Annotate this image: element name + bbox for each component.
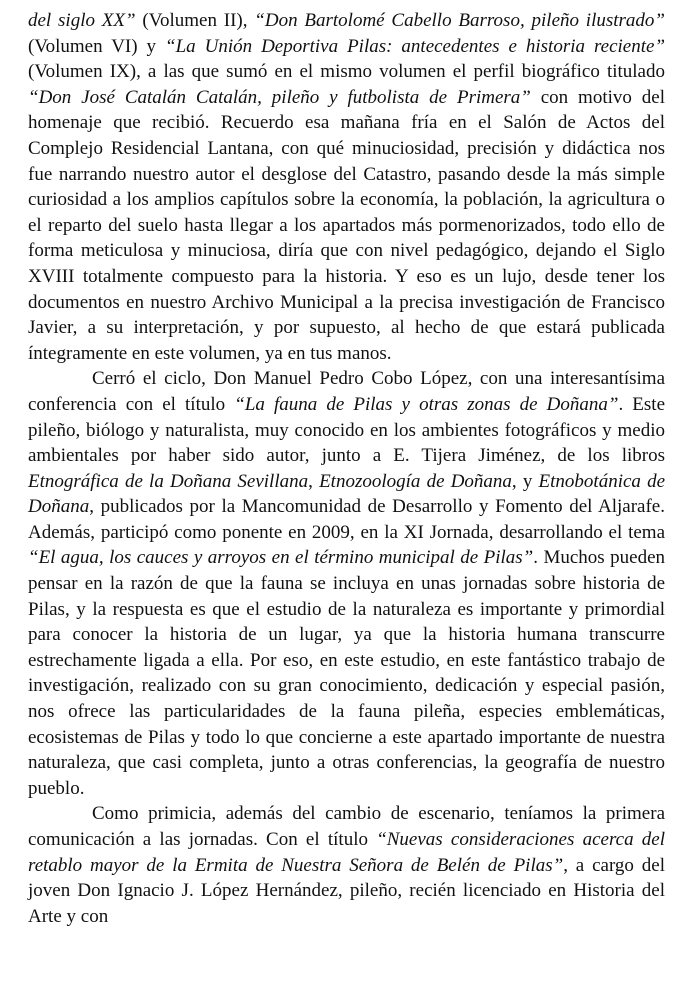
text-run: . Muchos pueden pensar en la razón de que la fauna se incluya en unas jornadas sobre historia de Pilas, y la respuesta es que el estudio de la naturaleza es importante y primordial para conocer la historia de un lugar, ya que la historia humana transcurre estrechamente ligada a ella. Por eso, en este estudio, en este fantástico trabajo de investigación, realizado con su gran conocimiento, dedicación y especial pasión, nos ofrece las particularidades de la fauna pileña, especies emblemáticas, ecosistemas de Pilas y todo lo que concierne a este apartado importante de nuestra naturaleza, que casi completa, junto a otras conferencias, la geografía de nuestro pueblo. xyxy=(28,547,666,799)
text-run: (Volumen IX), a las que sumó en el mismo volumen el perfil biográfico titulado xyxy=(28,61,665,83)
paragraph-cobo-lopez xyxy=(28,366,665,801)
italic-title-run: Etnográfica de la Doñana Sevillana xyxy=(28,470,309,492)
italic-title-run: “Don Bartolomé Cabello Barroso, pileño ilustrado” xyxy=(254,10,665,31)
italic-title-run: Etnobotánica de Doñana xyxy=(28,470,666,518)
text-run: Cerró el ciclo, Don Manuel Pedro Cobo López, con una interesantísima conferencia con el título xyxy=(28,368,665,415)
text-run: , publicados por la Mancomunidad de Desarrollo y Fomento del Aljarafe. Además, participó como ponente en 2009, en la XI Jornada, desarrollando el tema xyxy=(28,496,665,543)
text-run: , xyxy=(308,470,320,492)
paragraph-primicia xyxy=(28,801,665,929)
italic-title-run: del siglo XX” xyxy=(28,10,136,31)
italic-title-run: “Nuevas consideraciones acerca del retablo mayor de la Ermita de Nuestra Señora de Belén de Pilas” xyxy=(28,829,665,876)
text-run: , a cargo del joven Don Ignacio J. López Hernández, pileño, recién licenciado en Historia del Arte y con xyxy=(28,854,665,927)
text-run: Como primicia, además del cambio de escenario, teníamos la primera comunicación a las jornadas. Con el título xyxy=(28,803,665,850)
italic-title-run: “El agua, los cauces y arroyos en el término municipal de Pilas” xyxy=(28,547,534,569)
text-run: (Volumen VI) y xyxy=(28,35,166,57)
text-run: . Este pileño, biólogo y naturalista, muy conocido en los ambientes fotográficos y medio ambientales por haber sido autor, junto a E. Tijera Jiménez, de los libros xyxy=(28,393,665,467)
italic-title-run: “Don José Catalán Catalán, pileño y futbolista de Primera” xyxy=(28,86,531,108)
italic-title-run: Etnozoología de Doñana xyxy=(319,470,512,492)
italic-title-run: “La Unión Deportiva Pilas: antecedentes e historia reciente” xyxy=(165,35,666,57)
italic-title-run: “La fauna de Pilas y otras zonas de Doñana” xyxy=(234,393,619,415)
text-run: , y xyxy=(511,470,539,492)
paragraph-continuation xyxy=(28,8,665,366)
text-run: (Volumen II), xyxy=(135,10,255,31)
text-run: con motivo del homenaje que recibió. Recuerdo esa mañana fría en el Salón de Actos del Complejo Residencial Lantana, con qué minuciosidad, precisión y didáctica nos fue narrando nuestro autor el desglose del Catastro, pasando desde la más simple curiosidad a los amplios capítulos sobre la economía, la población, la agricultura o el reparto del suelo hasta llegar a los apartados más pormenorizados, todo ello de forma meticulosa y minuciosa, diría que con nivel pedagógico, dejando el Siglo XVIII totalmente compuesto para la historia. Y eso es un lujo, desde tener los documentos en nuestro Archivo Municipal a la precisa investigación de Francisco Javier, a su interpretación, y por supuesto, al hecho de que estará publicada íntegramente en este volumen, ya en tus manos. xyxy=(28,86,665,364)
